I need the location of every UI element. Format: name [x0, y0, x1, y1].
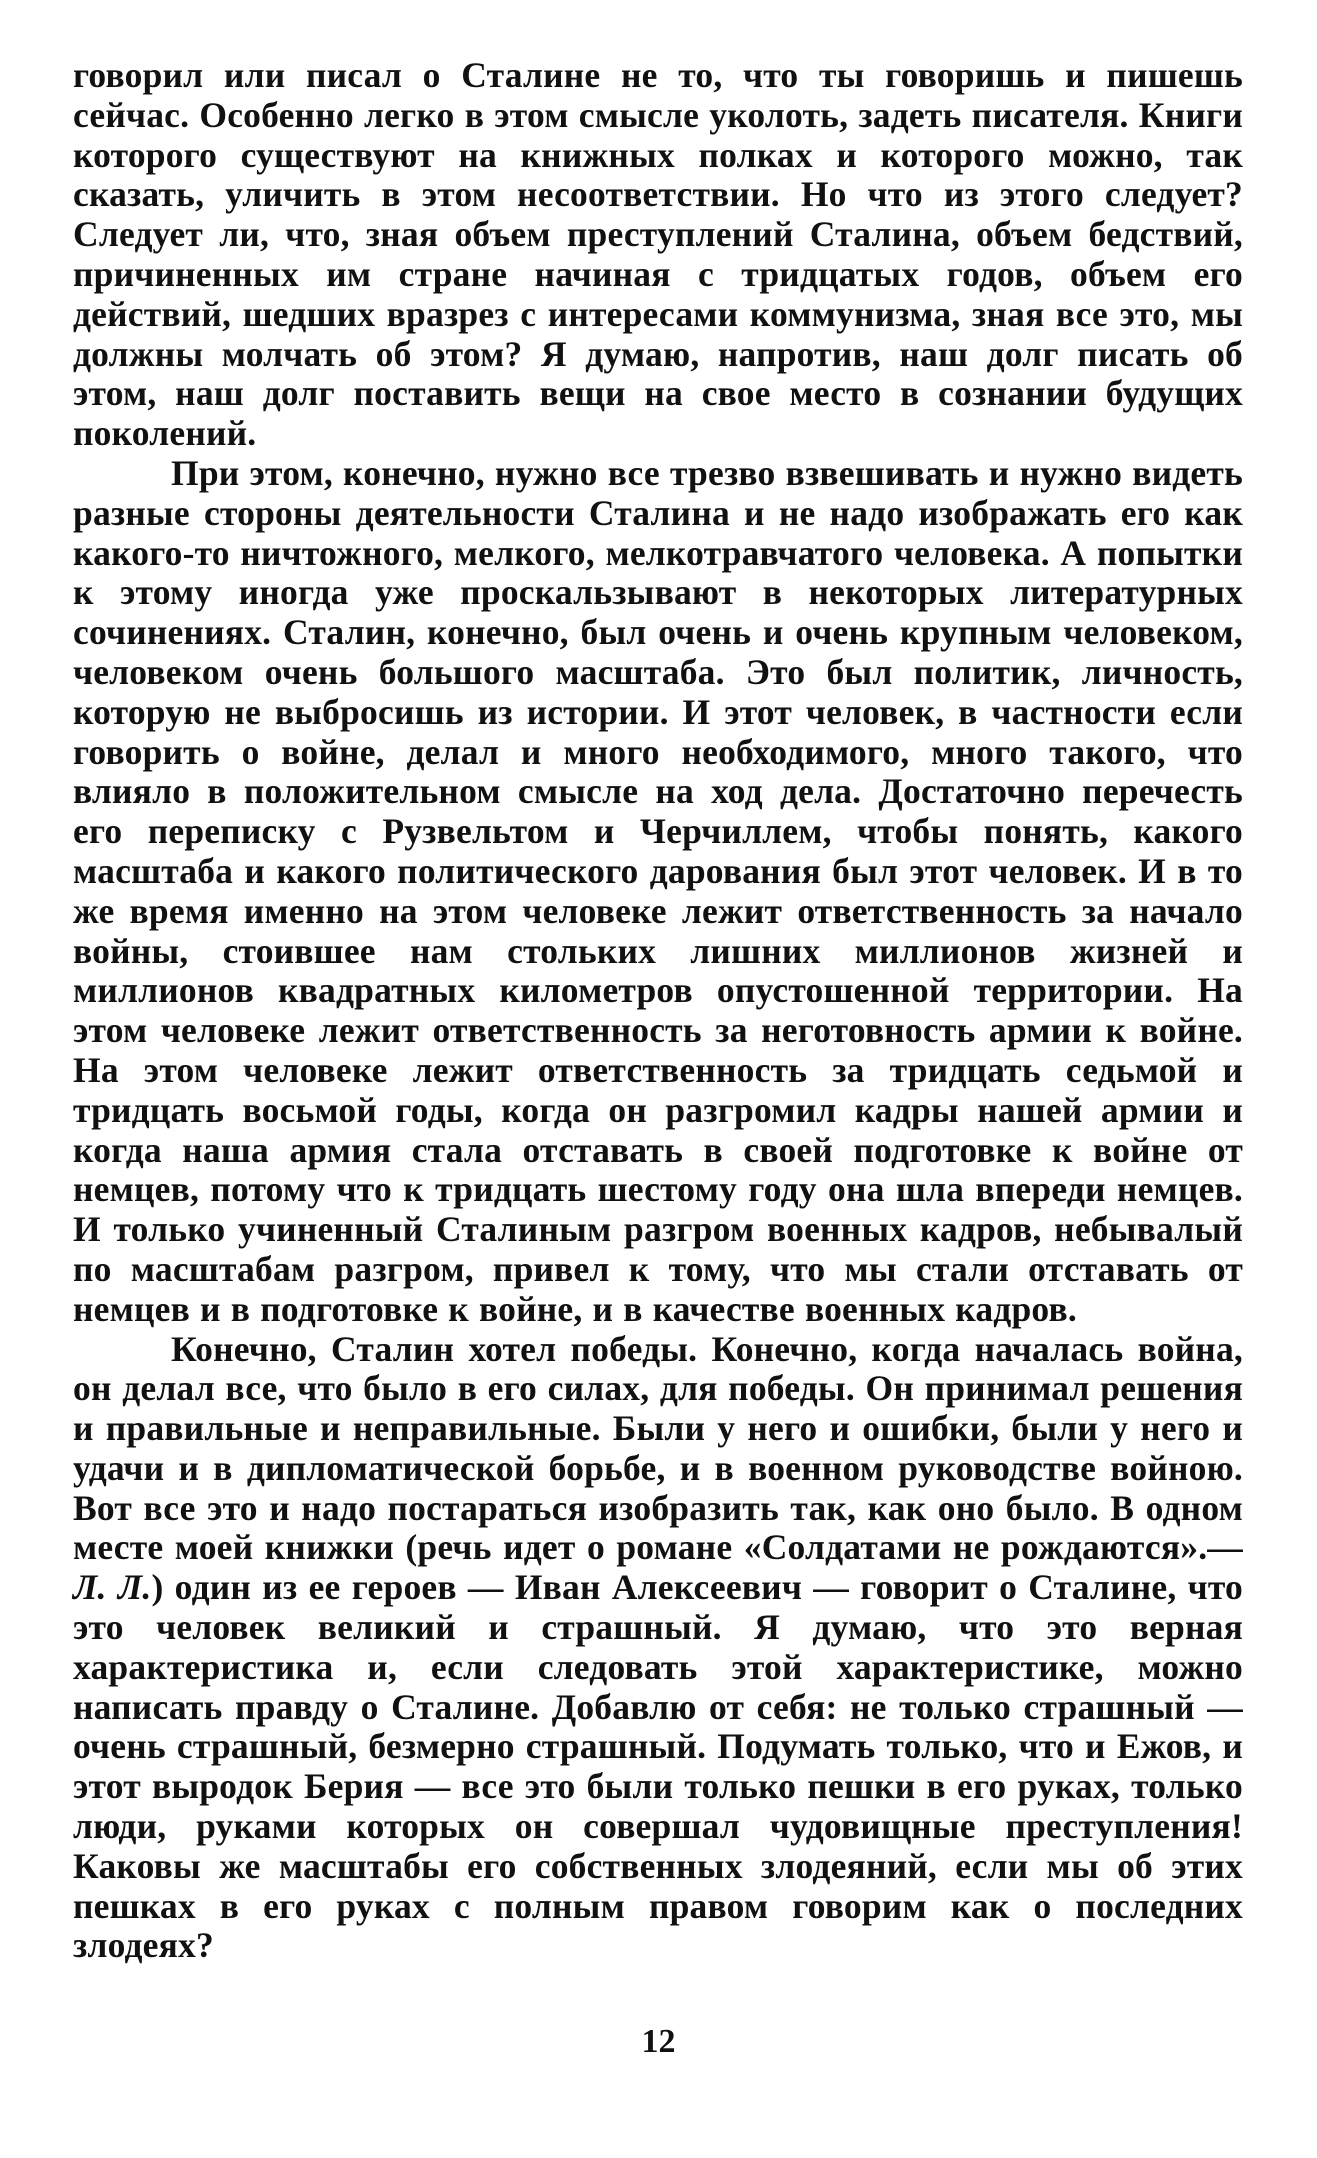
document-page: [73, 56, 1243, 2096]
paragraph-3: [73, 1330, 1243, 1967]
paragraph-3-text-b: ) один из ее героев — Иван Алексеевич — говорит о Сталине, что это человек великий и страшный. Я думаю, что это верная характеристика и, если следовать этой характеристике, можно написать правду о Сталине. Добавлю от себя: не только страшный — очень страшный, безмерно страшный. Подумать только, что и Ежов, и этот выродок Берия — все это были только пешки в его руках, только люди, руками которых он совершал чудовищные преступления! Каковы же масштабы его собственных злодеяний, если мы об этих пешках в его руках с полным правом говорим как о последних злодеях?: [73, 1567, 1243, 1966]
paragraph-1: говорил или писал о Сталине не то, что ты говоришь и пишешь сейчас. Особенно легко в этом смысле уколоть, задеть писателя. Книги которого существуют на книжных полках и которого можно, так сказать, уличить в этом несоответствии. Но что из этого следует? Следует ли, что, зная объем преступлений Сталина, объем бедствий, причиненных им стране начиная с тридцатых годов, объем его действий, шедших вразрез с интересами коммунизма, зная все это, мы должны молчать об этом? Я думаю, напротив, наш долг писать об этом, наш долг поставить вещи на свое место в сознании будущих поколений.: [73, 55, 1243, 454]
editor-initials: Л. Л.: [73, 1567, 152, 1608]
paragraph-3-text-a: Конечно, Сталин хотел победы. Конечно, когда началась война, он делал все, что было в его силах, для победы. Он принимал решения и правильные и неправильные. Были у него и ошибки, были у него и удачи и в дипломатической борьбе, и в военном руководстве войною. Вот все это и надо постараться изобразить так, как оно было. В одном месте моей книжки (речь идет о романе «Солдатами не рождаются».—: [73, 1328, 1243, 1568]
page-number: 12: [641, 2023, 676, 2060]
paragraph-2: При этом, конечно, нужно все трезво взвешивать и нужно видеть разные стороны деятельности Сталина и не надо изображать его как какого-то ничтожного, мелкого, мелкотравчатого человека. А попытки к этому иногда уже проскальзывают в некоторых литературных сочинениях. Сталин, конечно, был очень и очень крупным человеком, человеком очень большого масштаба. Это был политик, личность, которую не выбросишь из истории. И этот человек, в частности если говорить о войне, делал и много необходимого, много такого, что влияло в положительном смысле на ход дела. Достаточно перечесть его переписку с Рузвельтом и Черчиллем, чтобы понять, какого масштаба и какого политического дарования был этот человек. И в то же время именно на этом человеке лежит ответственность за начало войны, стоившее нам стольких лишних миллионов жизней и миллионов квадратных километров опустошенной территории. На этом человеке лежит ответственность за неготовность армии к войне. На этом человеке лежит ответственность за тридцать седьмой и тридцать восьмой годы, когда он разгромил кадры нашей армии и когда наша армия стала отставать в своей подготовке к войне от немцев, потому что к тридцать шестому году она шла впереди немцев. И только учиненный Сталиным разгром военных кадров, небывалый по масштабам разгром, привел к тому, что мы стали отставать от немцев и в подготовке к войне, и в качестве военных кадров.: [73, 452, 1243, 1329]
